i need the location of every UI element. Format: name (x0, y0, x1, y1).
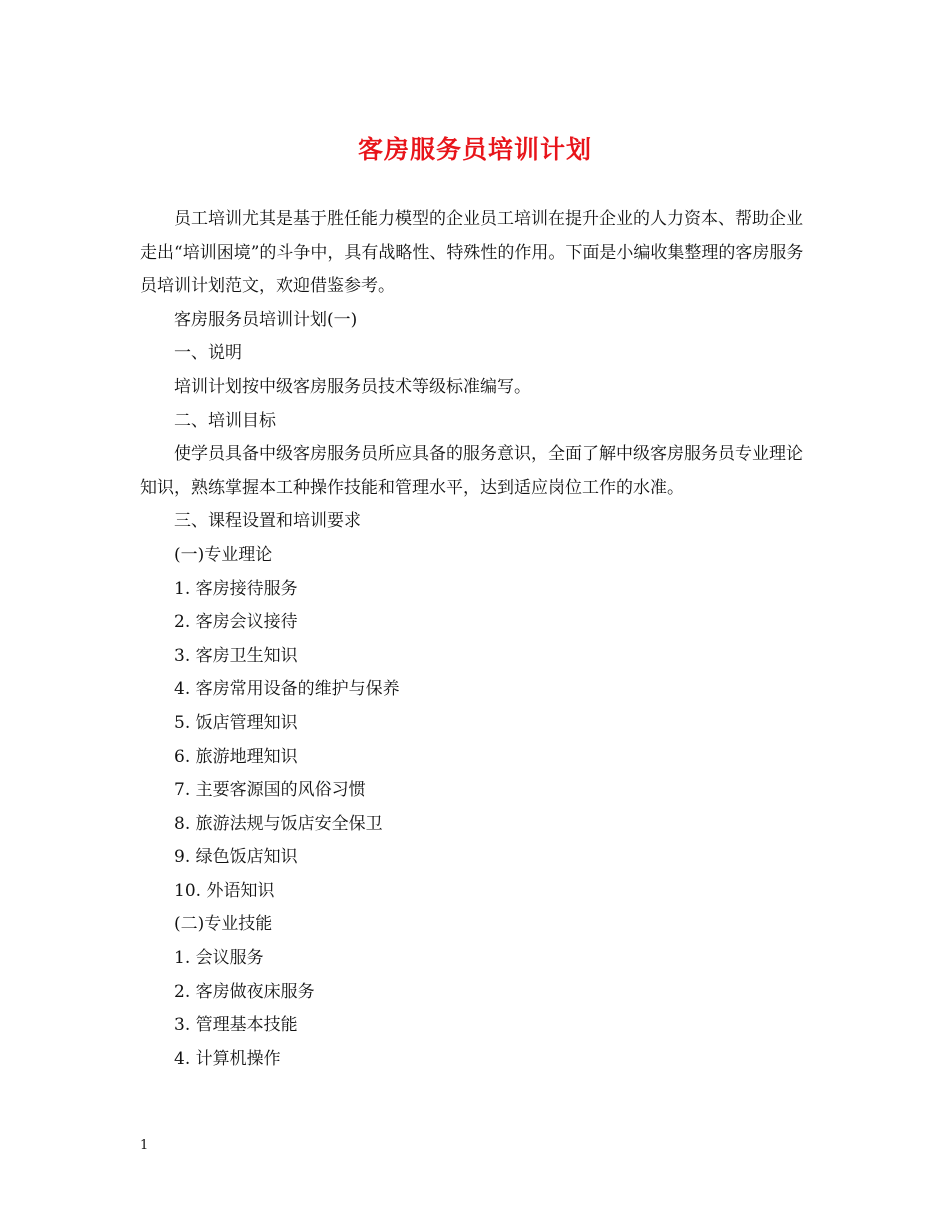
page-number: 1 (140, 1138, 149, 1153)
list-item: 3. 管理基本技能 (174, 1015, 298, 1036)
section-heading-1: 一、说明 (174, 343, 242, 364)
list-item: 2. 客房会议接待 (174, 612, 298, 633)
document-body (140, 203, 812, 1076)
plan-heading: 客房服务员培训计划(一) (174, 309, 358, 330)
section-heading-3: 三、课程设置和培训要求 (174, 511, 361, 532)
list-item: 2. 客房做夜床服务 (174, 981, 315, 1002)
list-item: 6. 旅游地理知识 (174, 746, 298, 767)
list-item: 1. 客房接待服务 (174, 578, 298, 599)
section-heading-2: 二、培训目标 (174, 410, 276, 431)
intro-paragraph: 员工培训尤其是基于胜任能力模型的企业员工培训在提升企业的人力资本、帮助企业走出“培训困境”的斗争中，具有战略性、特殊性的作用。下面是小编收集整理的客房服务员培训计划范文，欢迎借鉴参考。 (140, 209, 804, 297)
list-item: 4. 计算机操作 (174, 1048, 281, 1069)
list-item: 1. 会议服务 (174, 948, 264, 969)
list-item: 9. 绿色饭店知识 (174, 847, 298, 868)
list-item: 7. 主要客源国的风俗习惯 (174, 780, 366, 801)
list-item: 4. 客房常用设备的维护与保养 (174, 679, 400, 700)
list-item: 10. 外语知识 (174, 880, 275, 901)
document-title: 客房服务员培训计划 (357, 135, 592, 164)
subsection-heading-skills: (二)专业技能 (174, 914, 273, 935)
list-item: 3. 客房卫生知识 (174, 645, 298, 666)
list-item: 8. 旅游法规与饭店安全保卫 (174, 813, 383, 834)
explanation-text: 培训计划按中级客房服务员技术等级标准编写。 (174, 376, 531, 397)
goal-paragraph: 使学员具备中级客房服务员所应具备的服务意识，全面了解中级客房服务员专业理论知识，熟练掌握本工种操作技能和管理水平，达到适应岗位工作的水准。 (140, 444, 803, 498)
subsection-heading-theory: (一)专业理论 (174, 544, 273, 565)
list-item: 5. 饭店管理知识 (174, 712, 298, 733)
